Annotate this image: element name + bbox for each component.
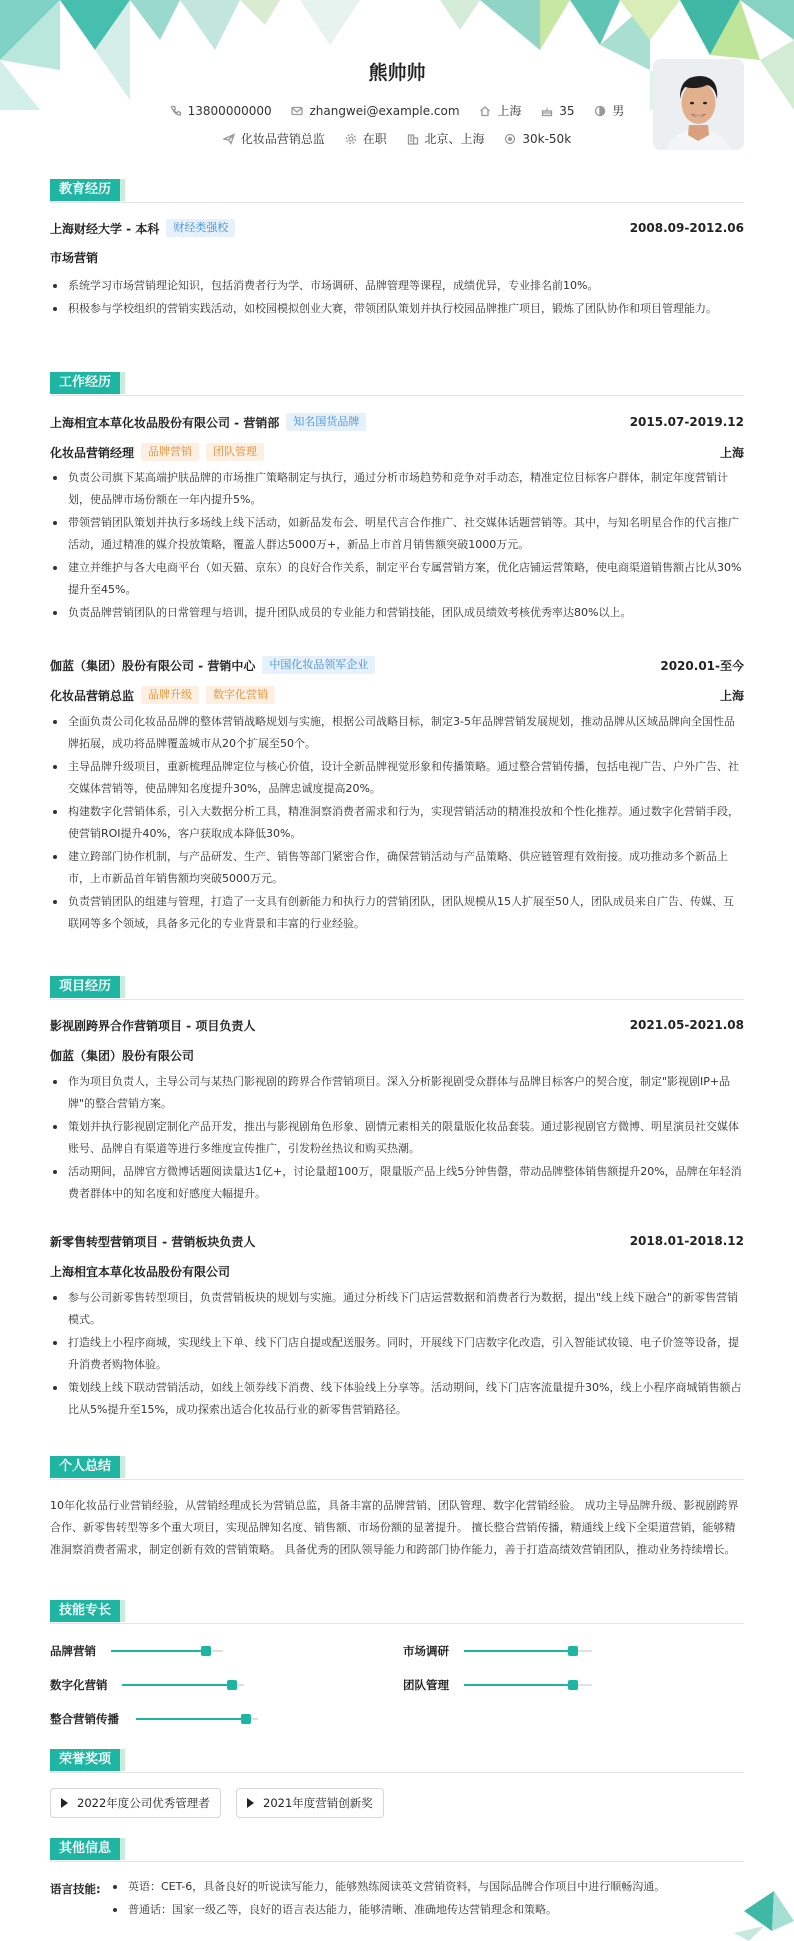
position-info bbox=[223, 130, 325, 147]
target-city-value: 北京、上海 bbox=[424, 132, 485, 146]
education-header bbox=[50, 218, 744, 238]
skill-bar bbox=[136, 1718, 258, 1720]
work-1-title-row bbox=[50, 685, 744, 705]
list-item: 普通话：国家一级乙等，良好的语言表达能力，能够清晰、准确地传达营销理念和策略。 bbox=[110, 1899, 744, 1921]
skill-tag: 品牌升级 bbox=[141, 686, 199, 704]
skill-knob bbox=[241, 1714, 251, 1724]
summary-section-title bbox=[50, 1456, 744, 1480]
list-item: 构建数字化营销体系，引入大数据分析工具，精准洞察消费者需求和行为，实现营销活动的精准投放和个性化推荐。通过数字化营销手段，使营销ROI提升40%，客户获取成本降低30%。 bbox=[50, 801, 744, 845]
job-intention-row bbox=[50, 130, 744, 148]
list-item: 负责营销团队的组建与管理，打造了一支具有创新能力和执行力的营销团队，团队规模从15人扩展至50人，团队成员来自广告、传媒、互联网等多个领域，具备多元化的专业背景和丰富的行业经验。 bbox=[50, 891, 744, 935]
position-value: 化妆品营销总监 bbox=[240, 132, 325, 146]
section-divider bbox=[50, 999, 744, 1000]
skill-fill bbox=[122, 1684, 232, 1686]
school-name: 上海财经大学 - 本科 bbox=[50, 221, 160, 236]
work-section-title bbox=[50, 372, 744, 396]
education-bullets bbox=[50, 275, 744, 321]
list-item: 英语：CET-6，具备良好的听说读写能力，能够熟练阅读英文营销资料，与国际品牌合作项目中进行顺畅沟通。 bbox=[110, 1876, 744, 1898]
list-item: 主导品牌升级项目，重新梳理品牌定位与核心价值，设计全新品牌视觉形象和传播策略。通过整合营销传播，包括电视广告、户外广告、社交媒体营销等，使品牌知名度提升30%，品牌忠诚度提高20%。 bbox=[50, 756, 744, 800]
skill-brand-marketing bbox=[50, 1641, 223, 1661]
skill-fill bbox=[111, 1650, 206, 1652]
list-item: 参与公司新零售转型项目，负责营销板块的规划与实施。通过分析线下门店运营数据和消费者行为数据，提出"线上线下融合"的新零售营销模式。 bbox=[50, 1287, 744, 1331]
play-icon bbox=[61, 1798, 68, 1808]
list-item: 作为项目负责人，主导公司与某热门影视剧的跨界合作营销项目。深入分析影视剧受众群体与品牌目标客户的契合度，制定"影视剧IP+品牌"的整合营销方案。 bbox=[50, 1071, 744, 1115]
projects-section-title bbox=[50, 976, 744, 1000]
list-item: 策划线上线下联动营销活动，如线上领券线下消费、线下体验线上分享等。活动期间，线下门店客流量提升30%，线上小程序商城销售额占比从5%提升至15%，成功探索出适合化妆品行业的新零售营销路径。 bbox=[50, 1377, 744, 1421]
skill-name: 品牌营销 bbox=[50, 1644, 96, 1658]
education-period: 2008.09-2012.06 bbox=[629, 221, 744, 235]
section-tag: 个人总结 bbox=[50, 1456, 120, 1478]
skill-knob bbox=[227, 1680, 237, 1690]
skill-knob bbox=[201, 1646, 211, 1656]
skill-tag: 数字化营销 bbox=[206, 686, 275, 704]
skill-name: 数字化营销 bbox=[50, 1678, 108, 1692]
job-title: 化妆品营销总监 bbox=[50, 688, 135, 703]
age-info bbox=[541, 104, 574, 118]
target-city-info bbox=[407, 130, 485, 147]
project-1-bullets bbox=[50, 1287, 744, 1422]
education-section-title bbox=[50, 179, 744, 203]
avatar bbox=[653, 59, 744, 150]
work-1-header bbox=[50, 655, 744, 675]
section-tag: 教育经历 bbox=[50, 179, 120, 201]
gear-icon bbox=[345, 133, 357, 145]
skill-tag: 品牌营销 bbox=[141, 443, 199, 461]
summary-text: 10年化妆品行业营销经验，从营销经理成长为营销总监，具备丰富的品牌营销、团队管理、数字化营销经验。 成功主导品牌升级、影视剧跨界合作、新零售转型等多个重大项目，实现品牌知名度、销售额、市场份额的显著提升。 擅长整合营销传播，精通线上线下全渠道营销，能够精准洞察消费者需求，制定创新有效的营销策略。 具备优秀的团队领导能力和跨部门协作能力，善于打造高绩效营销团队，推动业务持续增长。 bbox=[50, 1499, 739, 1556]
list-item: 负责品牌营销团队的日常管理与培训，提升团队成员的专业能力和营销技能，团队成员绩效考核优秀率达80%以上。 bbox=[50, 602, 744, 624]
list-item: 建立并维护与各大电商平台（如天猫、京东）的良好合作关系，制定平台专属营销方案，优化店铺运营策略，使电商渠道销售额占比从30%提升至45%。 bbox=[50, 557, 744, 601]
building-icon bbox=[407, 133, 419, 145]
education-major: 市场营销 bbox=[50, 250, 99, 265]
cake-icon bbox=[541, 105, 553, 117]
language-label: 语言技能: bbox=[50, 1882, 101, 1896]
phone-value: 13800000000 bbox=[187, 103, 272, 118]
skill-bar bbox=[111, 1650, 223, 1652]
school-badge: 财经类强校 bbox=[166, 219, 235, 237]
contact-info-row bbox=[50, 102, 744, 120]
skill-name: 团队管理 bbox=[403, 1678, 449, 1692]
company-badge: 知名国货品牌 bbox=[286, 413, 366, 431]
skill-integrated-communication bbox=[50, 1709, 258, 1729]
skill-bar bbox=[464, 1684, 592, 1686]
salary-value: 30k-50k bbox=[522, 131, 572, 146]
list-item: 活动期间，品牌官方微博话题阅读量达1亿+，讨论量超100万，限量版产品上线5分钟售罄，带动品牌整体销售额提升20%，品牌在年轻消费者群体中的知名度和好感度大幅提升。 bbox=[50, 1161, 744, 1205]
honor-item bbox=[236, 1788, 384, 1818]
skill-name: 整合营销传播 bbox=[50, 1712, 119, 1726]
honor-item bbox=[50, 1788, 221, 1818]
honors-section-title bbox=[50, 1749, 744, 1773]
skill-fill bbox=[464, 1650, 573, 1652]
salary-info bbox=[504, 132, 571, 146]
skill-bar bbox=[464, 1650, 592, 1652]
education-major-row bbox=[50, 247, 744, 267]
city-value: 上海 bbox=[497, 104, 522, 118]
company-badge: 中国化妆品领军企业 bbox=[262, 656, 375, 674]
email-info bbox=[291, 104, 459, 118]
status-info bbox=[345, 130, 387, 147]
project-company: 上海相宜本草化妆品股份有限公司 bbox=[50, 1264, 231, 1279]
skills-section-title bbox=[50, 1600, 744, 1624]
phone-icon bbox=[170, 105, 182, 117]
project-0-company-row bbox=[50, 1045, 744, 1065]
section-tag: 荣誉奖项 bbox=[50, 1749, 120, 1771]
gender-value: 男 bbox=[612, 104, 625, 118]
project-company: 伽蓝（集团）股份有限公司 bbox=[50, 1048, 195, 1063]
age-value: 35 bbox=[559, 103, 575, 118]
candidate-name: 熊帅帅 bbox=[368, 62, 426, 84]
list-item: 全面负责公司化妆品品牌的整体营销战略规划与实施，根据公司战略目标，制定3-5年品牌营销发展规划，推动品牌从区域品牌向全国性品牌拓展，成功将品牌覆盖城市从20个扩展至50个。 bbox=[50, 711, 744, 755]
language-bullets bbox=[110, 1876, 744, 1922]
section-tag: 其他信息 bbox=[50, 1838, 120, 1860]
work-period: 2015.07-2019.12 bbox=[629, 415, 744, 429]
gender-info bbox=[594, 102, 624, 119]
work-location: 上海 bbox=[719, 445, 744, 460]
honor-text: 2022年度公司优秀管理者 bbox=[77, 1796, 210, 1810]
skill-team-management bbox=[403, 1675, 592, 1695]
list-item: 带领营销团队策划并执行多场线上线下活动，如新品发布会、明星代言合作推广、社交媒体话题营销等。其中，与知名明星合作的代言推广活动，通过精准的媒介投放策略，覆盖人群达5000万+，新品上市首月销售额突破1000万元。 bbox=[50, 512, 744, 556]
skill-fill bbox=[464, 1684, 573, 1686]
section-tag: 技能专长 bbox=[50, 1600, 120, 1622]
other-section-title bbox=[50, 1838, 744, 1862]
section-divider bbox=[50, 1623, 744, 1624]
project-name: 新零售转型营销项目 - 营销板块负责人 bbox=[50, 1234, 256, 1249]
skill-knob bbox=[568, 1680, 578, 1690]
phone-info bbox=[170, 104, 272, 118]
section-tag: 工作经历 bbox=[50, 372, 120, 394]
send-icon bbox=[223, 133, 235, 145]
skill-knob bbox=[568, 1646, 578, 1656]
project-1-header bbox=[50, 1231, 744, 1251]
project-1-company-row bbox=[50, 1261, 744, 1281]
gender-icon bbox=[594, 105, 606, 117]
play-icon bbox=[247, 1798, 254, 1808]
project-period: 2021.05-2021.08 bbox=[629, 1018, 744, 1032]
skill-bar bbox=[122, 1684, 244, 1686]
status-value: 在职 bbox=[362, 132, 387, 146]
list-item: 积极参与学校组织的营销实践活动，如校园模拟创业大赛，带领团队策划并执行校园品牌推广项目，锻炼了团队协作和项目管理能力。 bbox=[50, 298, 744, 320]
company-name: 上海相宜本草化妆品股份有限公司 - 营销部 bbox=[50, 415, 280, 430]
work-period: 2020.01-至今 bbox=[660, 658, 744, 673]
mail-icon bbox=[291, 105, 303, 117]
list-item: 打造线上小程序商城，实现线上下单、线下门店自提或配送服务。同时，开展线下门店数字化改造，引入智能试妆镜、电子价签等设备，提升消费者购物体验。 bbox=[50, 1332, 744, 1376]
job-title: 化妆品营销经理 bbox=[50, 445, 135, 460]
project-0-header bbox=[50, 1015, 744, 1035]
section-divider bbox=[50, 1479, 744, 1480]
list-item: 建立跨部门协作机制，与产品研发、生产、销售等部门紧密合作，确保营销活动与产品策略、供应链管理有效衔接。成功推动多个新品上市，上市新品首年销售额均突破5000万元。 bbox=[50, 846, 744, 890]
work-location: 上海 bbox=[719, 688, 744, 703]
avatar-portrait bbox=[653, 59, 744, 150]
email-value: zhangwei@example.com bbox=[309, 103, 460, 118]
company-name: 伽蓝（集团）股份有限公司 - 营销中心 bbox=[50, 658, 256, 673]
list-item: 策划并执行影视剧定制化产品开发，推出与影视剧角色形象、剧情元素相关的限量版化妆品套装。通过影视剧官方微博、明星演员社交媒体账号、品牌自有渠道等进行多维度宣传推广，引发粉丝热议和购买热潮。 bbox=[50, 1116, 744, 1160]
work-0-title-row bbox=[50, 442, 744, 462]
work-0-header bbox=[50, 412, 744, 432]
city-info bbox=[479, 102, 521, 119]
skill-market-research bbox=[403, 1641, 592, 1661]
project-0-bullets bbox=[50, 1071, 744, 1206]
section-divider bbox=[50, 202, 744, 203]
section-divider bbox=[50, 1861, 744, 1862]
skill-tag: 团队管理 bbox=[206, 443, 264, 461]
skill-digital-marketing bbox=[50, 1675, 244, 1695]
work-1-bullets bbox=[50, 711, 744, 936]
honor-text: 2021年度营销创新奖 bbox=[263, 1796, 373, 1810]
home-icon bbox=[479, 105, 491, 117]
section-divider bbox=[50, 1772, 744, 1773]
list-item: 负责公司旗下某高端护肤品牌的市场推广策略制定与执行，通过分析市场趋势和竞争对手动态，精准定位目标客户群体，制定年度营销计划，使品牌市场份额在一年内提升5%。 bbox=[50, 467, 744, 511]
project-name: 影视剧跨界合作营销项目 - 项目负责人 bbox=[50, 1018, 256, 1033]
list-item: 系统学习市场营销理论知识，包括消费者行为学、市场调研、品牌管理等课程，成绩优异，专业排名前10%。 bbox=[50, 275, 744, 297]
work-0-bullets bbox=[50, 467, 744, 625]
coin-icon bbox=[504, 133, 516, 145]
project-period: 2018.01-2018.12 bbox=[629, 1234, 744, 1248]
skill-fill bbox=[136, 1718, 246, 1720]
skill-name: 市场调研 bbox=[403, 1644, 449, 1658]
section-divider bbox=[50, 395, 744, 396]
section-tag: 项目经历 bbox=[50, 976, 120, 998]
